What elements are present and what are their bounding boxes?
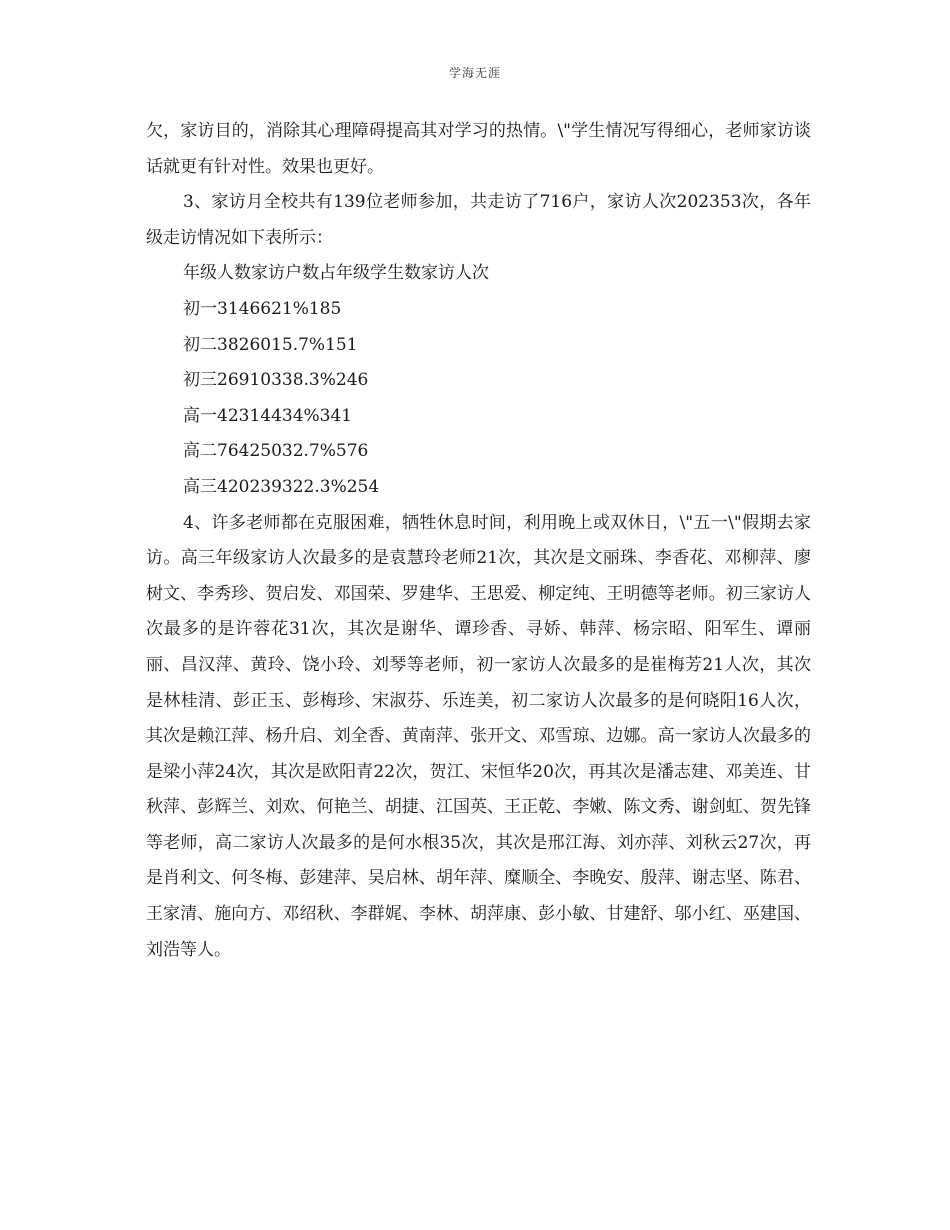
paragraph-3: 3、家访月全校共有139位老师参加，共走访了716户，家访人次202353次，各年级走访情况如下表所示： <box>146 192 811 248</box>
visit-stats-table <box>146 256 811 505</box>
table-row: 高二76425032.7%576 <box>183 441 369 462</box>
table-row: 高三420239322.3%254 <box>183 476 380 497</box>
paragraph-continuation: 欠，家访目的，消除其心理障碍提高其对学习的热情。\"学生情况写得细心，老师家访谈话就更有针对性。效果也更好。 <box>146 121 811 177</box>
table-header: 年级人数家访户数占年级学生数家访人次 <box>183 263 489 284</box>
table-row: 高一42314434%341 <box>183 405 353 426</box>
document-body <box>146 114 811 968</box>
table-row: 初二3826015.7%151 <box>183 334 358 355</box>
page-header: 学海无涯 <box>448 66 501 80</box>
table-row: 初一3146621%185 <box>183 298 342 319</box>
paragraph-4: 4、许多老师都在克服困难，牺牲休息时间，利用晚上或双休日，\"五一\"假期去家访。高三年级家访人次最多的是袁慧玲老师21次，其次是文丽珠、李香花、邓柳萍、廖树文、李秀珍、贺启发、邓国荣、罗建华、王思爱、柳定纯、王明德等老师。初三家访人次最多的是许蓉花31次，其次是谢华、谭珍香、寻娇、韩萍、杨宗昭、阳军生、谭丽丽、昌汉萍、黄玲、饶小玲、刘琴等老师，初一家访人次最多的是崔梅芳21人次，其次是林桂清、彭正玉、彭梅珍、宋淑芬、乐连美，初二家访人次最多的是何晓阳16人次，其次是赖江萍、杨升启、刘全香、黄南萍、张开文、邓雪琼、边娜。高一家访人次最多的是梁小萍24次，其次是欧阳青22次，贺江、宋恒华20次，再其次是潘志建、邓美连、甘秋萍、彭辉兰、刘欢、何艳兰、胡捷、江国英、王正乾、李嫩、陈文秀、谢剑虹、贺先锋等老师，高二家访人次最多的是何水根35次，其次是邢江海、刘亦萍、刘秋云27次，再是肖利文、何冬梅、彭建萍、吴启林、胡年萍、糜顺全、李晚安、殷萍、谢志坚、陈君、王家清、施向方、邓绍秋、李群娓、李林、胡萍康、彭小敏、甘建舒、邬小红、巫建国、刘浩等人。 <box>146 512 811 960</box>
table-row: 初三26910338.3%246 <box>183 370 369 391</box>
